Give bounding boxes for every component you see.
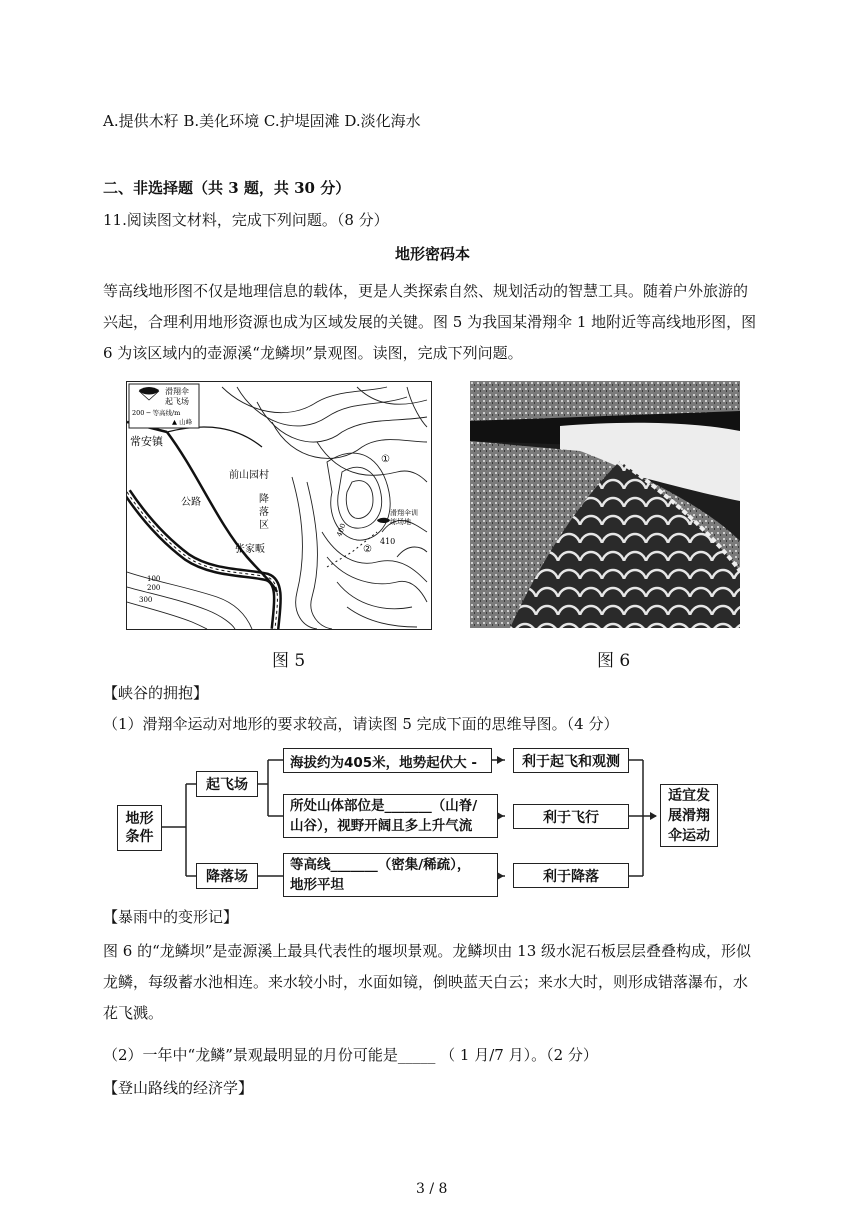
mindmap-branch-line: 等高线_______（密集/稀疏）， <box>290 857 471 873</box>
mindmap-conclusion-line: 适宜发 <box>668 787 710 804</box>
mindmap-branch-line: 山谷），视野开阔且多上升气流 <box>290 818 473 834</box>
article-line: 等高线地形图不仅是地理信息的载体，更是人类探索自然、规划活动的智慧工具。随着户外旅游的 <box>103 282 749 300</box>
mindmap-landing: 降落场 <box>196 863 258 889</box>
subsection-heading: 【峡谷的拥抱】 <box>103 684 209 702</box>
mindmap-takeoff: 起飞场 <box>196 771 258 797</box>
contour-label: 400 <box>335 522 348 538</box>
article-line: 兴起，合理利用地形资源也成为区域发展的关键。图 5 为我国某滑翔伞 1 地附近等高线地形图，图 <box>103 313 757 331</box>
mindmap-root-line: 条件 <box>125 829 154 845</box>
mindmap-branch-line: 地形平坦 <box>290 877 344 893</box>
map-label: 公路 <box>181 497 201 508</box>
mindmap-root <box>117 805 162 851</box>
mindmap-root-line: 地形 <box>125 811 154 827</box>
article2-paragraph <box>103 936 763 1029</box>
contour-label: 100 <box>147 575 161 583</box>
article-line: 6 为该区域内的壶源溪“龙鳞坝”景观图。读图，完成下列问题。 <box>103 344 523 362</box>
mindmap-branch-contour <box>283 853 498 897</box>
mindmap-conclusion <box>660 784 718 847</box>
map-label: ② <box>363 544 372 555</box>
map-label: 410 <box>380 537 396 546</box>
figure-6-caption: 图 6 <box>597 651 631 671</box>
legend-label: ▲ 山峰 <box>172 418 193 426</box>
map-label: 张家畈 <box>235 544 265 555</box>
contour-label: 200 <box>147 584 161 592</box>
mindmap-result-takeoff: 利于起飞和观测 <box>513 748 629 773</box>
map-label: ① <box>381 454 390 465</box>
map-label: 练场地 <box>390 518 411 526</box>
q11-intro: 11.阅读图文材料，完成下列问题。（8 分） <box>103 211 389 229</box>
mindmap-result-flight: 利于飞行 <box>513 804 629 829</box>
subsection-heading: 【暴雨中的变形记】 <box>103 908 239 926</box>
question-2: （2）一年中“龙鳞”景观最明显的月份可能是_____ （ 1 月/7 月）。（2 分） <box>103 1046 598 1064</box>
mindmap-branch-line: 所处山体部位是_______（山脊/ <box>290 798 478 814</box>
mindmap-branch-elevation: 海拔约为405米，地势起伏大 - <box>283 748 492 773</box>
map-label: 区 <box>259 520 269 531</box>
legend-label: 滑翔伞 <box>165 387 189 396</box>
q10-options: A.提供木籽 B.美化环境 C.护堤固滩 D.淡化海水 <box>103 112 421 130</box>
article-line: 龙鳞，每级蓄水池相连。来水较小时，水面如镜，倒映蓝天白云；来水大时，则形成错落瀑布，水 <box>103 973 749 991</box>
map-label: 滑翔伞训 <box>390 509 418 517</box>
subsection-heading: 【登山路线的经济学】 <box>103 1079 254 1097</box>
mindmap-conclusion-line: 展滑翔 <box>668 807 710 824</box>
map-label: 前山园村 <box>229 470 269 481</box>
mindmap-result-landing: 利于降落 <box>513 863 629 888</box>
mindmap-branch-terrain <box>283 794 498 838</box>
section-title: 二、非选择题（共 3 题，共 30 分） <box>103 179 351 197</box>
article-line: 图 6 的“龙鳞坝”是壶源溪上最具代表性的堰坝景观。龙鳞坝由 13 级水泥石板层层叠叠构成，形似 <box>103 942 752 960</box>
figure-5-caption: 图 5 <box>272 651 306 671</box>
page-number: 3 / 8 <box>416 1181 448 1197</box>
contour-label: 300 <box>139 596 153 604</box>
question-1: （1）滑翔伞运动对地形的要求较高，请读图 5 完成下面的思维导图。（4 分） <box>103 715 619 733</box>
article-line: 花飞溅。 <box>103 1004 164 1022</box>
mindmap-conclusion-line: 伞运动 <box>668 827 710 844</box>
map-label: 常安镇 <box>130 435 163 448</box>
map-label: 落 <box>259 507 269 518</box>
article-title: 地形密码本 <box>395 245 471 263</box>
legend-label: 起飞场 <box>165 397 189 406</box>
map-label: 降 <box>259 494 269 505</box>
legend-label: 200 ─ 等高线/m <box>132 409 181 417</box>
